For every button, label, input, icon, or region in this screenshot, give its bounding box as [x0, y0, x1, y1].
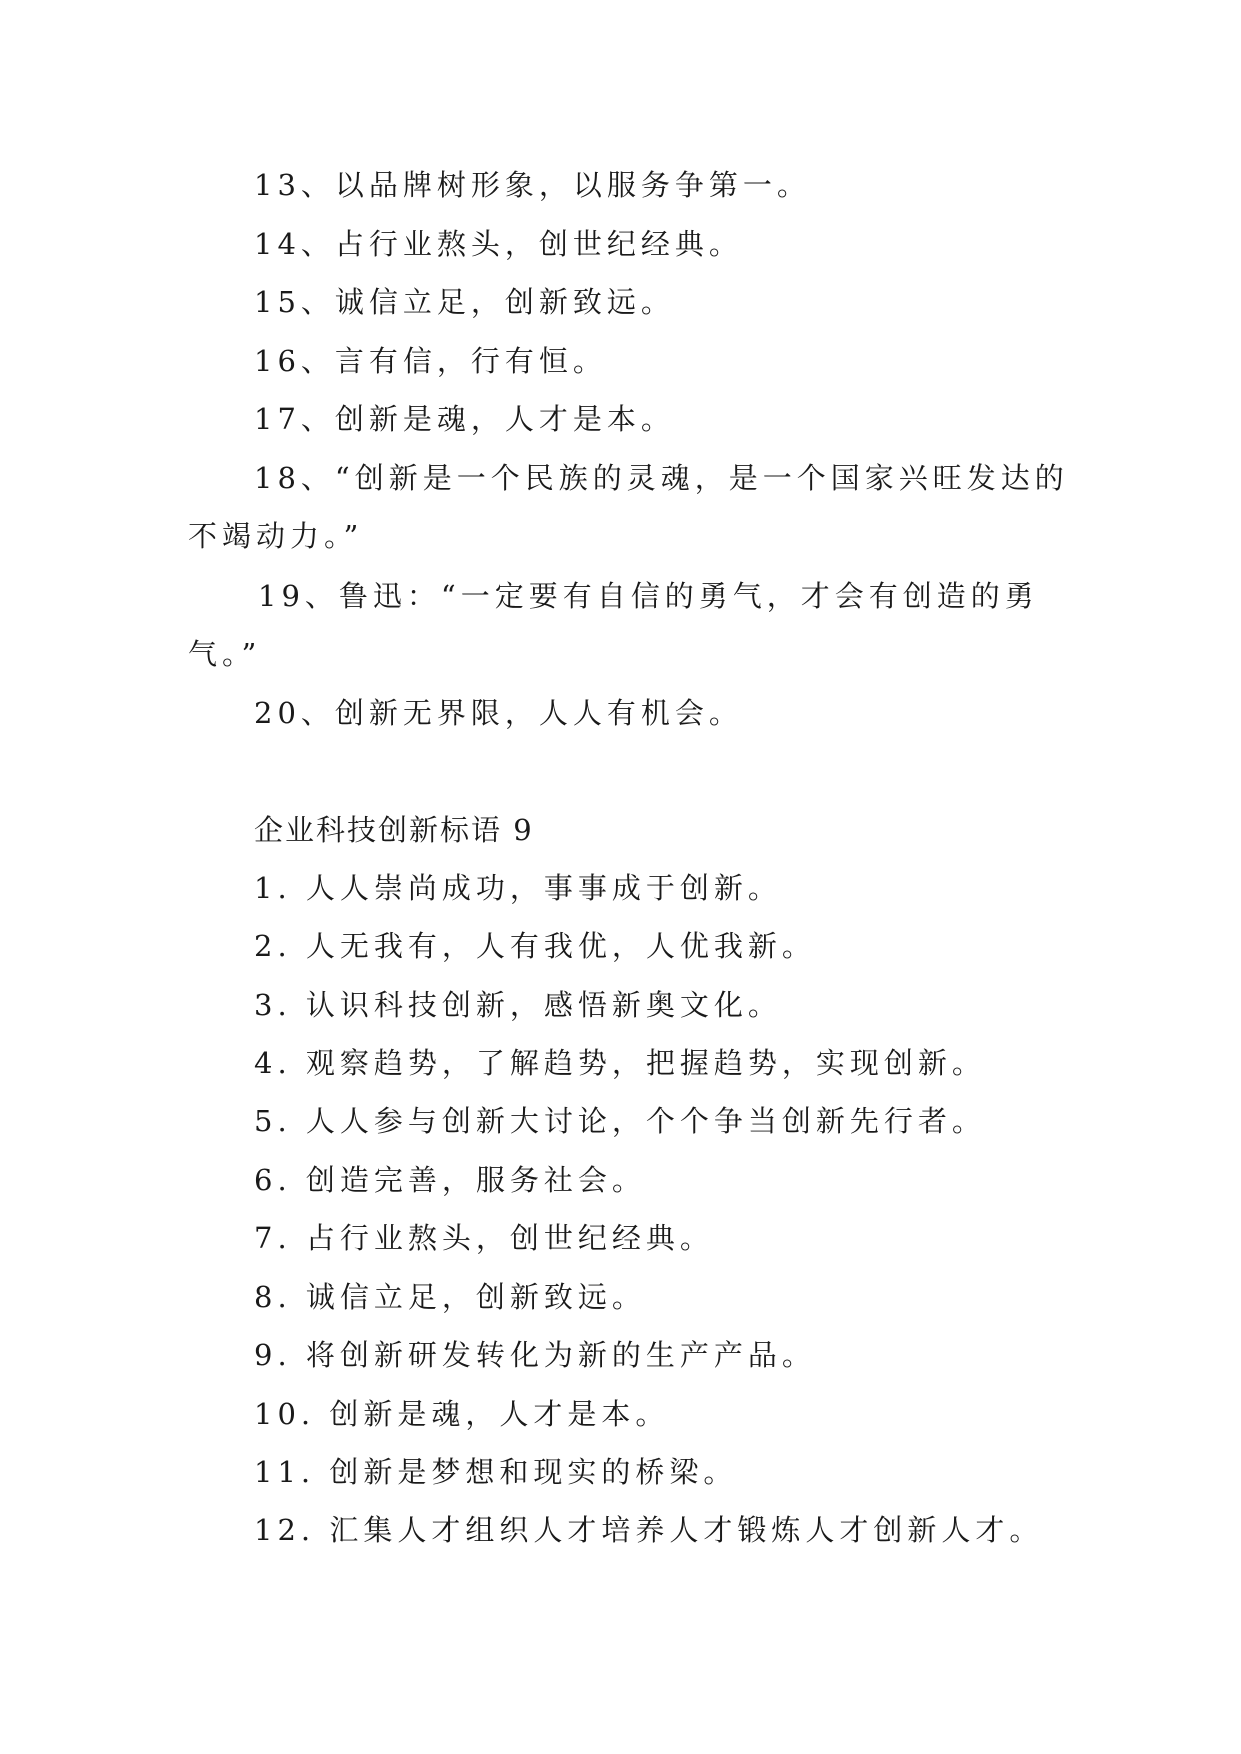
slogan-13: 13、以品牌树形象，以服务争第一。 [254, 168, 811, 202]
slogan-15: 15、诚信立足，创新致远。 [254, 285, 675, 319]
list-item-8: 8. 诚信立足，创新致远。 [254, 1280, 646, 1314]
list-item-6: 6. 创造完善，服务社会。 [254, 1163, 646, 1197]
slogan-18-line1: 18、“创新是一个民族的灵魂，是一个国家兴旺发达的 [254, 461, 1069, 495]
list-item-5: 5. 人人参与创新大讨论，个个争当创新先行者。 [254, 1104, 986, 1138]
list-item-1: 1. 人人崇尚成功，事事成于创新。 [254, 871, 782, 905]
list-item-3: 3. 认识科技创新，感悟新奥文化。 [254, 988, 782, 1022]
section-heading: 企业科技创新标语 9 [254, 813, 534, 847]
list-item-11: 11. 创新是梦想和现实的桥梁。 [254, 1455, 738, 1489]
slogan-20: 20、创新无界限，人人有机会。 [254, 696, 743, 730]
list-item-7: 7. 占行业熬头，创世纪经典。 [254, 1221, 714, 1255]
list-item-9: 9. 将创新研发转化为新的生产产品。 [254, 1338, 816, 1372]
list-item-10: 10. 创新是魂，人才是本。 [254, 1397, 670, 1431]
slogan-16: 16、言有信，行有恒。 [254, 344, 607, 378]
slogan-18-line2: 不竭动力。” [188, 519, 364, 553]
slogan-17: 17、创新是魂，人才是本。 [254, 402, 675, 436]
slogan-19-line1: 19、鲁迅：“一定要有自信的勇气，才会有创造的勇 [258, 579, 1039, 613]
list-item-2: 2. 人无我有，人有我优，人优我新。 [254, 929, 816, 963]
list-item-12: 12. 汇集人才组织人才培养人才锻炼人才创新人才。 [254, 1513, 1044, 1547]
slogan-19-line2: 气。” [188, 637, 262, 671]
list-item-4: 4. 观察趋势，了解趋势，把握趋势，实现创新。 [254, 1046, 986, 1080]
slogan-14: 14、占行业熬头，创世纪经典。 [254, 227, 743, 261]
